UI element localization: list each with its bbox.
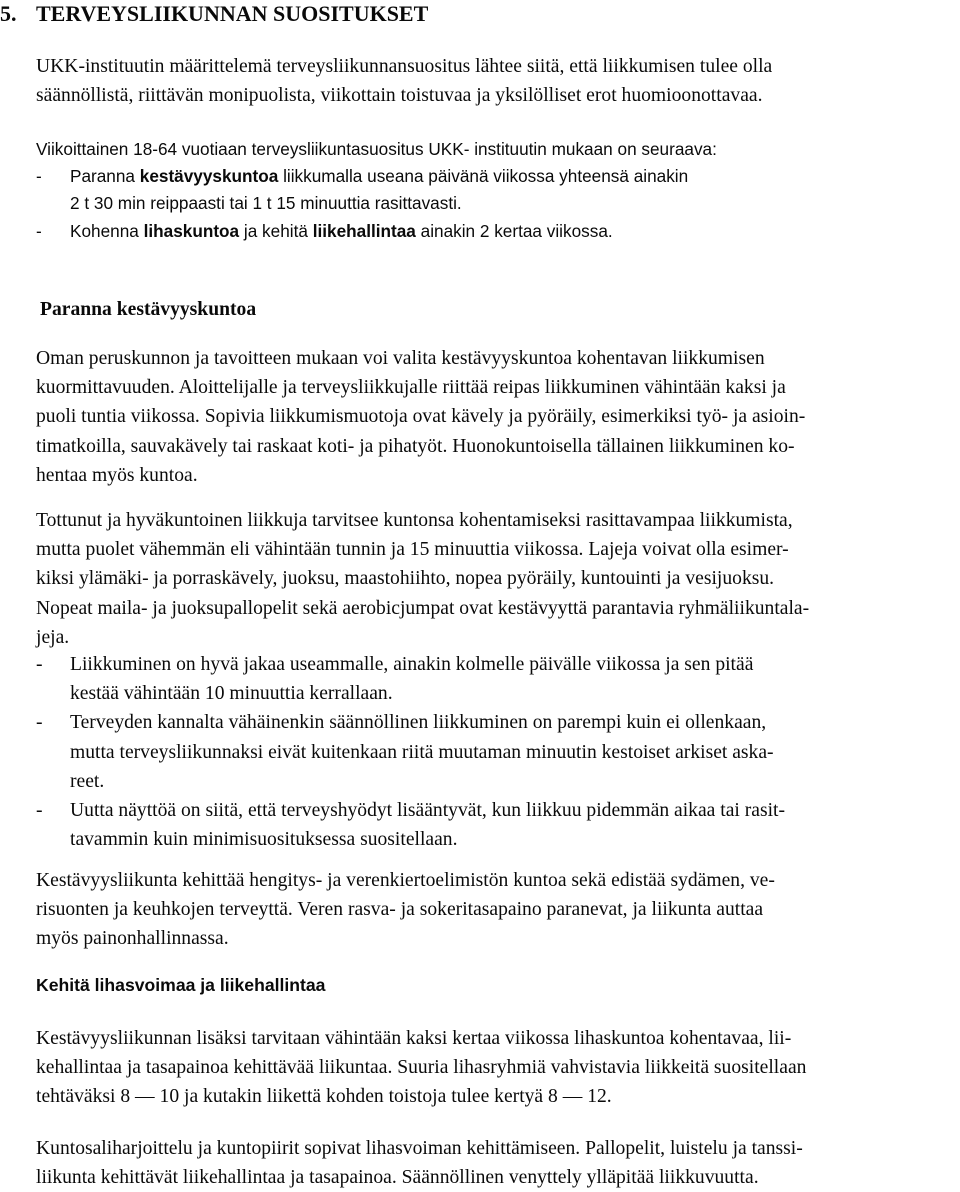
recommendation-lead: Viikoittainen 18-64 vuotiaan terveysliikuntasuositus UKK- instituutin mukaan on seuraava: xyxy=(36,139,717,159)
text-line: myös painonhallinnassa. xyxy=(36,928,229,950)
weekly-recommendation xyxy=(36,136,954,245)
text-line: Liikkuminen on hyvä jakaa useammalle, ainakin kolmelle päivälle viikossa ja sen pitää xyxy=(70,654,754,675)
text-line: timatkoilla, sauvakävely tai raskaat koti- ja pihatyöt. Huonokuntoisella tällainen liikkuminen ko- xyxy=(36,435,795,457)
text-line: kehallintaa ja tasapainoa kehittävää liikuntaa. Suuria lihasryhmiä vahvistavia liikkeitä suositellaan xyxy=(36,1057,807,1079)
endurance-paragraph-3 xyxy=(36,866,954,954)
text-line: Terveyden kannalta vähäinenkin säännöllinen liikkuminen on parempi kuin ei ollenkaan, xyxy=(70,712,767,734)
text-line: risuonten ja keuhkojen terveyttä. Veren rasva- ja sokeritasapaino paranevat, ja liikunta auttaa xyxy=(36,899,764,921)
subsection-title-endurance: Paranna kestävyyskuntoa xyxy=(40,299,257,320)
bullet-dash: - xyxy=(36,800,43,822)
text-line: kuormittavuuden. Aloittelijalle ja terveysliikkujalle riittää reipas liikkuminen vähintään kaksi ja xyxy=(36,377,786,399)
subsection-title-strength: Kehitä lihasvoimaa ja liikehallintaa xyxy=(36,975,326,995)
text-line: kestää vähintään 10 minuuttia kerrallaan. xyxy=(70,683,393,705)
list-item xyxy=(36,650,954,708)
text-span: Paranna xyxy=(70,166,140,187)
text-line: liikunta kehittävät liikehallintaa ja tasapainoa. Säännöllinen venyttely ylläpitää liikkuvuutta. xyxy=(36,1167,759,1189)
emphasis-strength: lihaskuntoa xyxy=(143,220,240,241)
text-span: ja kehitä xyxy=(239,220,313,241)
recommendation-item-endurance xyxy=(36,163,954,217)
text-line: Kestävyysliikunnan lisäksi tarvitaan vähintään kaksi kertaa viikossa lihaskuntoa kohentavaa, lii- xyxy=(36,1028,792,1049)
text-line: Tottunut ja hyväkuntoinen liikkuja tarvitsee kuntonsa kohentamiseksi rasittavampaa liikkumista, xyxy=(36,510,793,531)
text-line: 2 t 30 min reippaasti tai 1 t 15 minuuttia rasittavasti. xyxy=(70,193,462,214)
text-line: mutta puolet vähemmän eli vähintään tunnin ja 15 minuuttia viikossa. Lajeja voivat olla esimer- xyxy=(36,539,789,561)
text-line: UKK-instituutin määrittelemä terveysliikunnansuositus lähtee siitä, että liikkumisen tulee olla xyxy=(36,56,773,77)
section-number: 5. xyxy=(0,1,17,26)
section-heading xyxy=(0,0,428,28)
emphasis-motor-control: liikehallintaa xyxy=(312,220,416,241)
text-line: puoli tuntia viikossa. Sopivia liikkumismuotoja ovat kävely ja pyöräily, esimerkiksi työ- ja asioin- xyxy=(36,406,806,428)
recommendation-item-strength xyxy=(36,218,954,245)
section-title: TERVEYSLIIKUNNAN SUOSITUKSET xyxy=(36,1,429,26)
bullet-dash: - xyxy=(36,220,42,241)
text-line: kiksi ylämäki- ja porraskävely, juoksu, maastohiihto, nopea pyöräily, kuntouinti ja vesijuoksu. xyxy=(36,568,775,590)
text-line: säännöllistä, riittävän monipuolista, viikottain toistuvaa ja yksilölliset erot huomioonottavaa. xyxy=(36,85,763,107)
endurance-paragraph-1 xyxy=(36,344,954,490)
text-line: Nopeat maila- ja juoksupallopelit sekä aerobicjumpat ovat kestävyyttä parantavia ryhmäliikuntala- xyxy=(36,597,810,619)
strength-paragraph-1 xyxy=(36,1024,954,1112)
strength-paragraph-2 xyxy=(36,1134,954,1192)
bullet-dash: - xyxy=(36,166,42,187)
text-line: Oman peruskunnon ja tavoitteen mukaan voi valita kestävyyskuntoa kohentavan liikkumisen xyxy=(36,348,765,369)
text-line: jeja. xyxy=(36,626,70,648)
endurance-bullet-list xyxy=(36,650,954,854)
text-line: Kestävyysliikunta kehittää hengitys- ja verenkiertoelimistön kuntoa sekä edistää sydämen, ve- xyxy=(36,870,775,891)
endurance-paragraph-2 xyxy=(36,506,954,652)
text-line: hentaa myös kuntoa. xyxy=(36,464,198,486)
text-span: ainakin 2 kertaa viikossa. xyxy=(415,220,613,241)
text-line: tavammin kuin minimisuosituksessa suositellaan. xyxy=(70,829,458,851)
text-line: mutta terveysliikunnaksi eivät kuitenkaan riitä muutaman minuutin kestoiset arkiset aska- xyxy=(70,741,774,763)
emphasis-endurance: kestävyyskuntoa xyxy=(139,166,279,187)
bullet-dash: - xyxy=(36,654,43,675)
bullet-dash: - xyxy=(36,712,43,734)
list-item xyxy=(36,796,954,854)
intro-paragraph xyxy=(36,52,954,110)
text-span: liikkumalla useana päivänä viikossa yhteensä ainakin xyxy=(278,166,689,187)
text-line: Uutta näyttöä on siitä, että terveyshyödyt lisääntyvät, kun liikkuu pidemmän aikaa tai rasit- xyxy=(70,800,785,822)
text-span: Kohenna xyxy=(70,220,144,241)
list-item xyxy=(36,708,954,796)
text-line: reet. xyxy=(70,770,105,792)
text-line: tehtäväksi 8 — 10 ja kutakin liikettä kohden toistoja tulee kertyä 8 — 12. xyxy=(36,1086,612,1108)
text-line: Kuntosaliharjoittelu ja kuntopiirit sopivat lihasvoiman kehittämiseen. Pallopelit, luistelu ja tanssi- xyxy=(36,1138,803,1159)
